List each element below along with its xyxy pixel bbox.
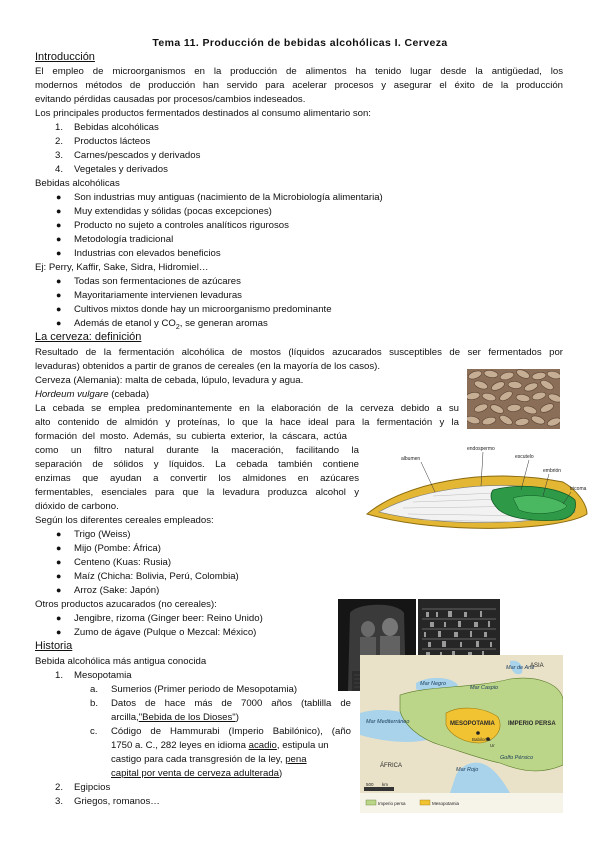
- barley-text-line: dióxido de carbono.: [35, 501, 119, 512]
- map-label: ASIA: [530, 663, 544, 669]
- bullet-icon: ●: [56, 627, 62, 637]
- diagram-label: escutelo: [515, 454, 534, 460]
- list-item: 1750 a. C., 282 leyes en idioma acadio, estipula un: [111, 740, 329, 751]
- bullet-icon: ●: [56, 220, 62, 230]
- bullet-icon: ●: [56, 234, 62, 244]
- list-item: Todas son fermentaciones de azúcares: [74, 276, 241, 287]
- bullet-icon: ●: [56, 206, 62, 216]
- diagram-label: endospermo: [467, 446, 495, 452]
- map-label: Ur: [490, 743, 495, 748]
- definition-text-line: Resultado de la fermentación alcohólica de mostos (líquidos azucarados susceptibles de ser fermentados por: [35, 347, 563, 358]
- section-subheading: Otros productos azucarados (no cereales):: [35, 599, 217, 610]
- barley-grain-diagram: [363, 440, 593, 542]
- list-number: 3.: [55, 796, 64, 807]
- list-item: Trigo (Weiss): [74, 529, 131, 540]
- definition-text-line: levaduras) obtenidos a partir de granos de cereales (en la mayoría de los casos).: [35, 361, 381, 372]
- list-item: Mijo (Pombe: África): [74, 543, 161, 554]
- list-item: Mayoritariamente intervienen levaduras: [74, 290, 242, 301]
- bullet-icon: ●: [56, 529, 62, 539]
- list-item: Muy extendidas y sólidas (pocas excepciones): [74, 206, 272, 217]
- bullet-icon: ●: [56, 571, 62, 581]
- list-item: Datos de hace más de 7000 años (tablilla de: [111, 698, 351, 709]
- list-item: Carnes/pescados y derivados: [74, 150, 201, 161]
- list-item: castigo para cada transgresión de la ley, pena: [111, 754, 307, 765]
- map-label: Babilonia: [472, 737, 491, 742]
- list-number: 4.: [55, 164, 64, 175]
- definition-text-line: Hordeum vulgare (cebada): [35, 389, 150, 400]
- map-scale-unit: km: [382, 782, 388, 787]
- bullet-icon: ●: [56, 304, 62, 314]
- diagram-label: embrión: [543, 468, 562, 474]
- list-item: Maíz (Chicha: Bolivia, Perú, Colombia): [74, 571, 239, 582]
- list-item: capital por venta de cerveza adulterada): [111, 768, 283, 779]
- list-number: 2.: [55, 782, 64, 793]
- map-label: MESOPOTAMIA: [450, 721, 495, 727]
- list-item: Vegetales y derivados: [74, 164, 168, 175]
- map-label: Mar de Aral: [506, 665, 535, 671]
- list-item: Además de etanol y $CO_2$, se generan aromas: [74, 318, 268, 331]
- intro-text-line: evitando pérdidas causadas por procesos/cambios indeseados.: [35, 94, 306, 105]
- barley-text-line: formación del mosto. Además, su cubierta exterior, la cáscara, actúa: [35, 431, 347, 442]
- list-item: Bebidas alcohólicas: [74, 122, 159, 133]
- list-item: arcilla,"Bebida de los Dioses"): [111, 712, 239, 723]
- map-label: Mar Mediterráneo: [366, 719, 410, 725]
- mesopotamia-map: [360, 655, 563, 813]
- barley-text-line: alto contenido de almidón y proteínas, lo que la hace ideal para la fermentación y la: [35, 417, 459, 428]
- list-item: Industrias con elevados beneficios: [74, 248, 221, 259]
- barley-text-line: La cebada se emplea predominantemente en la elaboración de la cerveza debido a su: [35, 403, 459, 414]
- barley-grains-photo: [467, 369, 560, 429]
- list-item: Egipcios: [74, 782, 111, 793]
- bullet-icon: ●: [56, 318, 62, 328]
- list-number: 3.: [55, 150, 64, 161]
- barley-text-line: enzimas que ayudan a convertir los almidones en azúcares: [35, 473, 359, 484]
- bullet-icon: ●: [56, 276, 62, 286]
- bullet-icon: ●: [56, 557, 62, 567]
- section-subheading: Bebidas alcohólicas: [35, 178, 120, 189]
- map-label: Mar Negro: [420, 681, 446, 687]
- intro-text-line: Los principales productos fermentados destinados al consumo alimentario son:: [35, 108, 371, 119]
- list-number: 1.: [55, 122, 64, 133]
- page-title: Tema 11. Producción de bebidas alcohólicas I. Cerveza: [152, 37, 448, 49]
- list-item: Productos lácteos: [74, 136, 151, 147]
- definition-text-line: Cerveza (Alemania): malta de cebada, lúpulo, levadura y agua.: [35, 375, 304, 386]
- bullet-icon: ●: [56, 248, 62, 258]
- map-legend-label: Mesopotamia: [432, 801, 460, 806]
- list-item: Zumo de ágave (Pulque o Mezcal: México): [74, 627, 257, 638]
- diagram-label: albumen: [401, 456, 421, 462]
- list-number: 1.: [55, 670, 64, 681]
- list-item: Código de Hammurabi (Imperio Babilónico), (año: [111, 726, 351, 737]
- examples-line: Ej: Perry, Kaffir, Sake, Sidra, Hidromiel…: [35, 262, 209, 273]
- list-item: Sumerios (Primer periodo de Mesopotamia): [111, 684, 298, 695]
- map-label: IMPERIO PERSA: [508, 721, 556, 727]
- map-scale-value: 500: [366, 782, 374, 787]
- list-item: Cultivos mixtos donde hay un microorganismo predominante: [74, 304, 332, 315]
- intro-text-line: modernos métodos de producción han servido para acelerar procesos y asegurar el éxito de la producción: [35, 80, 563, 91]
- history-text-line: Bebida alcohólica más antigua conocida: [35, 656, 207, 667]
- bullet-icon: ●: [56, 543, 62, 553]
- map-label: ÁFRICA: [380, 763, 403, 769]
- map-label: Mar Caspio: [470, 685, 499, 691]
- bullet-icon: ●: [56, 613, 62, 623]
- map-label: Mar Rojo: [456, 767, 479, 773]
- list-item: Mesopotamia: [74, 670, 132, 681]
- bullet-icon: ●: [56, 290, 62, 300]
- intro-heading: Introducción: [35, 51, 95, 63]
- list-letter: b.: [90, 698, 99, 709]
- list-letter: c.: [90, 726, 98, 737]
- barley-text-line: fermentables, esenciales para que la levadura produzca alcohol y: [35, 487, 359, 498]
- list-item: Metodología tradicional: [74, 234, 174, 245]
- barley-text-line: como un filtro natural durante la maceración, facilitando la: [35, 445, 359, 456]
- bullet-icon: ●: [56, 585, 62, 595]
- list-item: Son industrias muy antiguas (nacimiento de la Microbiología alimentaria): [74, 192, 383, 203]
- map-label: Golfo Pérsico: [500, 755, 534, 761]
- list-item: Jengibre, rizoma (Ginger beer: Reino Unido): [74, 613, 263, 624]
- definition-heading: La cerveza: definición: [35, 331, 142, 343]
- list-item: Producto no sujeto a controles analíticos rigurosos: [74, 220, 289, 231]
- diagram-label: tricoma: [570, 486, 587, 492]
- bullet-icon: ●: [56, 192, 62, 202]
- section-subheading: Según los diferentes cereales empleados:: [35, 515, 214, 526]
- list-item: Arroz (Sake: Japón): [74, 585, 160, 596]
- intro-text-line: El empleo de microorganismos en la producción de alimentos ha tenido lugar desde la antigüedad, los: [35, 66, 563, 77]
- history-heading: Historia: [35, 640, 73, 652]
- map-legend-label: Imperio persa: [378, 801, 406, 806]
- list-letter: a.: [90, 684, 99, 695]
- barley-text-line: separación de sólidos y líquidos. La cebada también contiene: [35, 459, 359, 470]
- list-item: Griegos, romanos…: [74, 796, 160, 807]
- list-item: Centeno (Kuas: Rusia): [74, 557, 172, 568]
- list-number: 2.: [55, 136, 64, 147]
